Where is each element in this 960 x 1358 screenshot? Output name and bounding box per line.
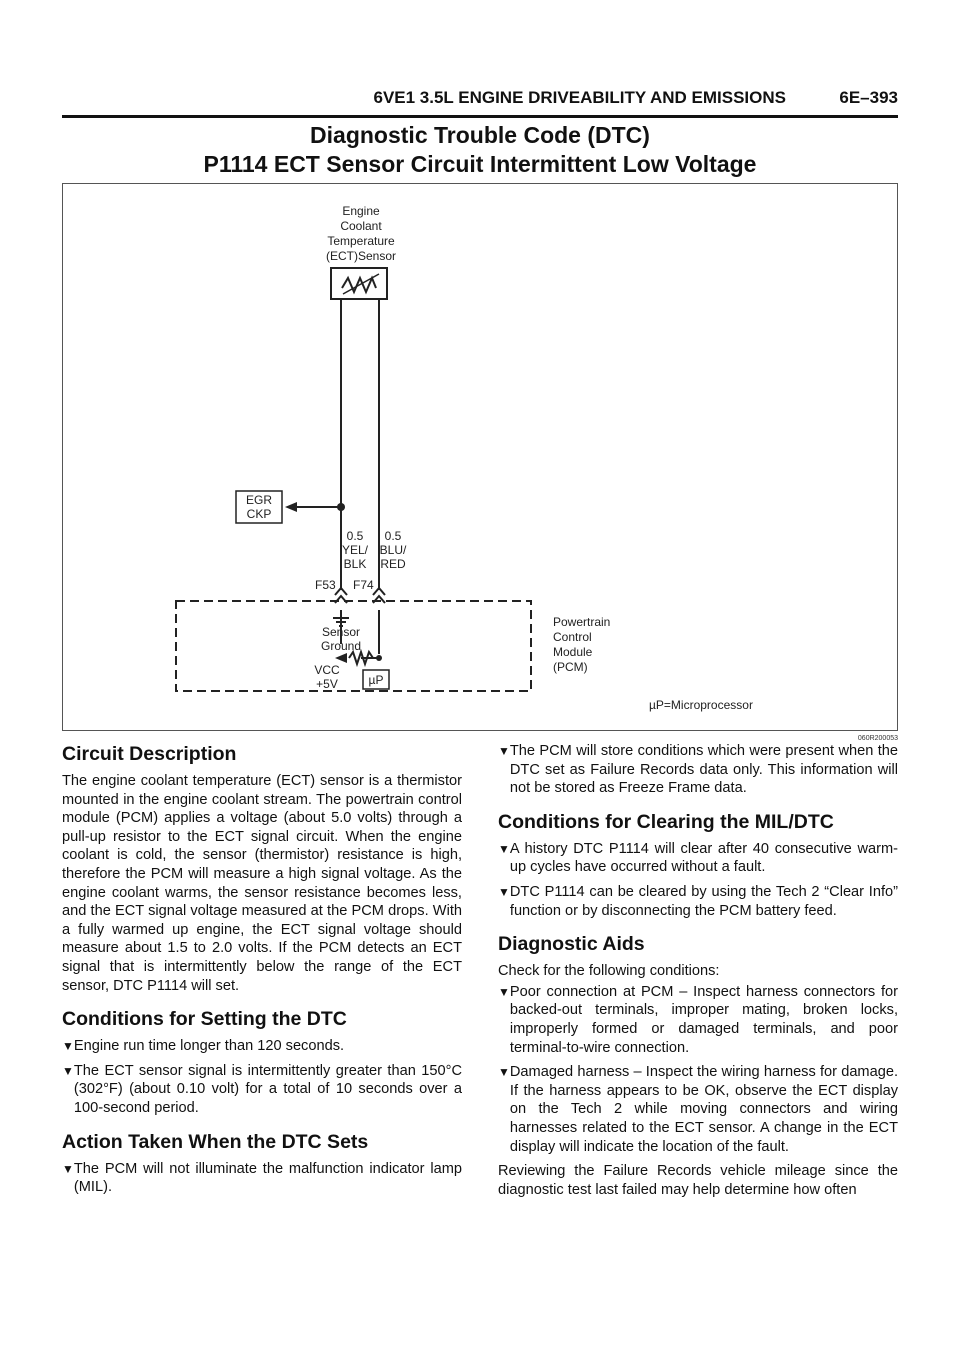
svg-text:+5V: +5V xyxy=(316,677,338,691)
splice-dot xyxy=(337,503,345,511)
list-item: ▼ Poor connection at PCM – Inspect harness connectors for backed-out terminals, improper mating, broken locks, improperly formed or damaged terminals, and poor terminal-to-wire connection. xyxy=(498,983,898,1056)
svg-text:(ECT)Sensor: (ECT)Sensor xyxy=(325,249,397,263)
bullet-icon: ▼ xyxy=(498,1065,510,1080)
circuit-description-text: The engine coolant temperature (ECT) sensor is a thermistor mounted in the engine coolant stream. The powertrain control module (PCM) applies a voltage (about 5.0 volts) through a pull-up resistor to the ECT signal circuit. When the engine coolant is cold, the sensor (thermistor) resistance is high, therefore the PCM will measure a high signal voltage. As the engine coolant warms, the sensor resistance becomes less, and the ECT signal voltage measured at the PCM drops. With a fully warmed up engine, the ECT signal voltage should measure about 1.5 to 2.0 volts. If the PCM detects an ECT signal that is intermittently below the range of the ECT sensor, DTC P1114 will set. xyxy=(62,773,462,994)
sensor-label xyxy=(326,204,396,263)
microprocessor-label: µP xyxy=(368,673,384,687)
svg-text:BLU/: BLU/ xyxy=(379,543,407,557)
bullet-icon: ▼ xyxy=(498,744,510,758)
svg-text:(PCM): (PCM) xyxy=(553,660,588,674)
diagnostic-aids-intro: Check for the following conditions: xyxy=(498,963,720,980)
wire-label-yel-blk xyxy=(342,529,369,571)
bullet-icon: ▼ xyxy=(498,841,510,856)
pin-f53: F53 xyxy=(315,578,336,592)
wiring-diagram xyxy=(62,183,898,731)
header-rule xyxy=(62,115,898,118)
vcc-label xyxy=(314,663,340,691)
right-column xyxy=(498,742,898,1207)
svg-text:VCC: VCC xyxy=(314,663,340,677)
svg-text:YEL/: YEL/ xyxy=(341,543,369,557)
page-header xyxy=(62,88,898,114)
list-item: ▼ Engine run time longer than 120 seconds. xyxy=(62,1038,345,1055)
svg-text:Engine: Engine xyxy=(342,204,380,218)
setting-conditions-heading: Conditions for Setting the DTC xyxy=(62,1008,347,1031)
diagnostic-aids-heading: Diagnostic Aids xyxy=(498,933,645,956)
bullet-icon: ▼ xyxy=(62,1161,74,1176)
list-item: ▼ DTC P1114 can be cleared by using the Tech 2 “Clear Info” function or by disconnecting the PCM battery feed. xyxy=(498,883,898,919)
svg-text:RED: RED xyxy=(380,557,406,571)
svg-text:Control: Control xyxy=(553,630,592,644)
pcm-label xyxy=(553,615,610,674)
svg-text:Temperature: Temperature xyxy=(327,234,395,248)
svg-text:Powertrain: Powertrain xyxy=(553,615,611,629)
list-item: ▼ The ECT sensor signal is intermittently greater than 150°C (302°F) (about 0.10 volt) for a total of 10 seconds over a 100-second period. xyxy=(62,1062,462,1116)
title-line-2: P1114 ECT Sensor Circuit Intermittent Low Voltage xyxy=(203,151,757,177)
egr-ckp-box xyxy=(236,491,282,523)
list-item: ▼ The PCM will not illuminate the malfunction indicator lamp (MIL). xyxy=(62,1160,462,1196)
arrow-to-egr-icon xyxy=(285,502,297,512)
svg-text:EGR: EGR xyxy=(245,493,273,507)
circuit-description-heading: Circuit Description xyxy=(62,743,237,765)
pin-f74: F74 xyxy=(353,578,374,592)
svg-text:Ground: Ground xyxy=(320,639,362,653)
wire-label-blu-red xyxy=(380,529,407,571)
node-dot xyxy=(376,655,382,661)
svg-text:Sensor: Sensor xyxy=(321,625,361,639)
circuit-wires xyxy=(293,299,379,658)
bullet-icon: ▼ xyxy=(62,1063,74,1078)
title-line-1: Diagnostic Trouble Code (DTC) xyxy=(310,122,650,148)
page-number: 6E–393 xyxy=(839,88,898,107)
svg-text:0.5: 0.5 xyxy=(384,529,402,543)
bullet-icon: ▼ xyxy=(62,1039,74,1054)
page-title xyxy=(62,121,898,179)
left-column xyxy=(62,742,462,1203)
svg-text:BLK: BLK xyxy=(343,557,367,571)
header-title: 6VE1 3.5L ENGINE DRIVEABILITY AND EMISSIONS xyxy=(373,88,786,107)
thermistor-icon xyxy=(331,268,387,299)
bullet-icon: ▼ xyxy=(498,984,510,999)
list-item: ▼ Damaged harness – Inspect the wiring harness for damage. If the harness appears to be OK, observe the ECT display on the Tech 2 while moving connectors and wiring harnesses related to the ECT sensor. A change in the ECT display will indicate the location of the fault. xyxy=(498,1064,898,1155)
figure-id: 060R200053 xyxy=(857,735,898,742)
svg-text:Module: Module xyxy=(553,645,593,659)
vcc-arrow-icon xyxy=(335,653,347,663)
list-item: ▼ The PCM will store conditions which were present when the DTC set as Failure Records data only. This information will not be stored as Freeze Frame data. xyxy=(498,743,898,797)
svg-text:Coolant: Coolant xyxy=(340,219,382,233)
svg-text:CKP: CKP xyxy=(246,507,272,521)
list-item: ▼ A history DTC P1114 will clear after 40 consecutive warm-up cycles have occurred without a fault. xyxy=(498,840,898,876)
legend-microprocessor: µP=Microprocessor xyxy=(649,698,753,712)
diagnostic-aids-outro: Reviewing the Failure Records vehicle mileage since the diagnostic test last failed may help determine how often xyxy=(498,1163,898,1198)
bullet-icon: ▼ xyxy=(498,884,510,899)
sensor-ground-label xyxy=(321,625,361,653)
svg-text:0.5: 0.5 xyxy=(346,529,364,543)
action-taken-heading: Action Taken When the DTC Sets xyxy=(62,1130,369,1153)
clearing-conditions-heading: Conditions for Clearing the MIL/DTC xyxy=(498,810,834,833)
